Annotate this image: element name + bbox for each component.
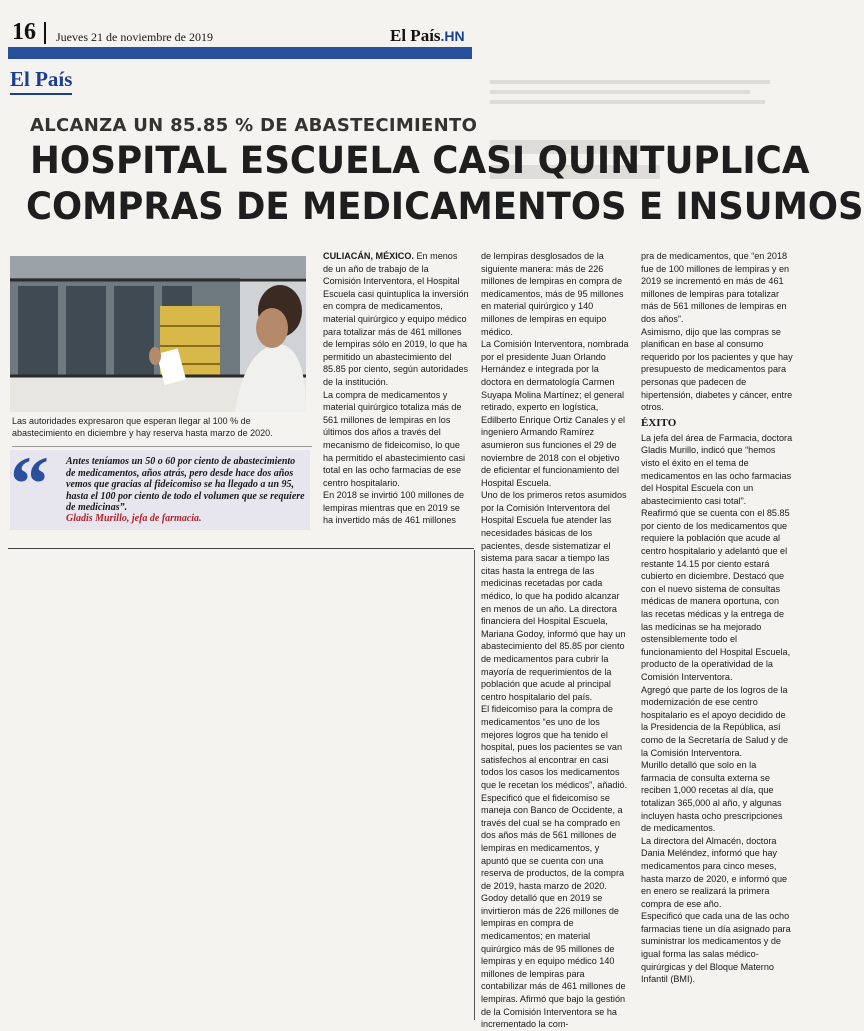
paragraph: Murillo detalló que solo en la farmacia de consulta externa se reciben 1,000 recetas al día, que totalizan 365,000 al año, y algunas incluyen hasta ocho prescripciones de medicamentos. xyxy=(641,760,783,834)
paragraph: Godoy detalló que en 2019 se invirtieron más de 226 millones de lempiras en compra de medicamentos; en material quirúrgico más de 95 millones de lempiras y en equipo médico 140 millones de lempiras para contabilizar más de 461 millones de lempiras. Afirmó que bajo la gestión de la Comisión Interventora se ha incrementado la com- xyxy=(481,893,626,1030)
section-label: El País xyxy=(10,67,73,91)
paragraph: La Comisión Interventora, nombrada por el presidente Juan Orlando Hernández e integrada por la doctora en dermatología Carmen Suyapa Molina Martínez; el general retirado, experto en logística, Edilberto Enrique Ortiz Canales y el ingeniero Armando Ramírez asumieron sus funciones el 29 de noviembre de 2018 con el objetivo de eficientar el funcionamiento del Hospital Escuela. xyxy=(481,339,629,488)
paragraph: El fideicomiso para la compra de medicamentos “es uno de los mejores logros que ha tenido el hospital, pues los pacientes se van satisfechos al encontrar en casi todos los casos los medicamentos que le recetan los médicos”, añadió. Especificó que el fideicomiso se maneja con Banco de Occidente, a través del cual se ha comprado en dos años más de 561 millones de lempiras en medicamentos, y apuntó que se cuenta con una reserva de productos, de la compra de 2019, hasta marzo de 2020. xyxy=(481,704,628,891)
article-kicker: ALCANZA UN 85.85 % DE ABASTECIMIENTO xyxy=(30,115,478,136)
paragraph xyxy=(323,250,469,389)
paragraph: pra de medicamentos, que “en 2018 fue de 100 millones de lempiras y en 2019 se incrementó en más de 461 millones de lempiras para totalizar más de 561 millones de lempiras en dos años”. xyxy=(641,251,790,324)
article-photo xyxy=(10,256,306,412)
paragraph: Agregó que parte de los logros de la modernización de ese centro hospitalario es el apoyo decidido de la Presidencia de la República, así como de la Secretaría de Salud y de la Comisión Interventora. xyxy=(641,684,789,758)
pull-quote-author: Gladis Murillo, jefa de farmacia. xyxy=(66,513,202,524)
quote-mark-icon: “ xyxy=(10,440,49,527)
caption-rule xyxy=(12,446,312,447)
paragraph: Reafirmó que se cuenta con el 85.85 por ciento de los medicamentos que requiere la población que acude al centro hospitalario y adelantó que el restante 14.15 por ciento estará cubierto en diciembre. Destacó que con el nuevo sistema de consultas médicas de manera oportuna, con las recetas médicas y la entrega de las medicinas se ha mejorado ostensiblemente todo el funcionamiento del Hospital Escuela, producto de la operatividad de la Comisión Interventora. xyxy=(641,508,791,682)
paragraph: La directora del Almacén, doctora Dania Meléndez, informó que hay medicamentos para cinco meses, hasta marzo de 2020, e informó que en enero se realizará la primera compra de ese año. xyxy=(641,835,788,909)
paragraph: La jefa del área de Farmacia, doctora Gladis Murillo, indicó que “hemos visto el éxito en el tema de medicamentos en las ocho farmacias del Hospital Escuela con un abastecimiento casi total”. xyxy=(641,432,793,506)
masthead-brand xyxy=(390,27,465,45)
header-bar xyxy=(8,47,472,59)
article-column-1 xyxy=(323,250,469,536)
pull-quote-text: Antes teníamos un 50 o 60 por ciento de abastecimiento de medicamentos, años atrás, pero desde hace dos años vemos que gracias al fideicomiso se ha llegado a un 95, hasta el 100 por ciento de todo el volumen que se requiere de medicinas”. xyxy=(66,456,305,513)
paragraph: de lempiras desglosados de la siguiente manera: más de 226 millones de lempiras en compra de medicamentos, más de 95 millones en material quirúrgico y 140 millones de lempiras en equipo médico. xyxy=(481,251,624,337)
headline-line-1: HOSPITAL ESCUELA CASI QUINTUPLICA xyxy=(30,139,810,182)
paragraph: Especificó que cada una de las ocho farmacias tiene un día asignado para suministrar los medicamentos y de igual forma las salas médico-quirúrgicas y del Bloque Materno Infantil (BMI). xyxy=(641,911,791,985)
paragraph: Asimismo, dijo que las compras se planifican en base al consumo requerido por los pacientes y que hay presupuesto de medicamentos para personas que padecen de hipertensión, diabetes y cáncer, entre otros. xyxy=(641,326,793,413)
column-divider-vertical xyxy=(474,550,475,1020)
subhead: ÉXITO xyxy=(641,416,677,429)
pharmacy-photo-illustration xyxy=(10,256,306,412)
section-underline xyxy=(10,93,72,95)
article-column-2 xyxy=(481,250,629,1030)
paragraph: Uno de los primeros retos asumidos por la Comisión Interventora del Hospital Escuela fue atender las necesidades básicas de los pacientes, desde sistematizar el sistema para sacar a tiempo las citas hasta la entrega de las medicinas recetadas por cada médico, lo que ha podido alcanzar en menos de un año. La directora financiera del Hospital Escuela, Mariana Godoy, informó que hay un abastecimiento del 85.85 por ciento de medicamentos para cubrir la mayoría de requerimientos de la población que acude al principal centro hospitalario del país. xyxy=(481,490,627,702)
brand-name: El País xyxy=(390,26,441,45)
header-separator xyxy=(44,22,46,44)
page-number: 16 xyxy=(12,19,36,45)
issue-date: Jueves 21 de noviembre de 2019 xyxy=(56,30,213,44)
paragraph-text: En menos de un año de trabajo de la Comisión Interventora, el Hospital Escuela casi quintuplica la inversión en compra de medicamentos, material quirúrgico y equipo médico para totalizar más de 461 millones de lempiras sólo en 2019, lo que ha permitido un abastecimiento del 85.85 por ciento, según autoridades de la institución. xyxy=(323,251,469,387)
brand-suffix: .HN xyxy=(440,28,465,44)
paragraph: En 2018 se invirtió 100 millones de lempiras mientras que en 2019 se ha invertido más de 461 millones xyxy=(323,490,465,526)
article-column-3 xyxy=(641,250,793,1020)
photo-caption: Las autoridades expresaron que esperan llegar al 100 % de abastecimiento en diciembre y hay reserva hasta marzo de 2020. xyxy=(12,416,273,438)
column-divider-horizontal xyxy=(8,548,474,549)
paragraph: La compra de medicamentos y material quirúrgico totaliza más de 561 millones de lempiras en los últimos dos años a través del mecanismo de fideicomiso, lo que ha permitido el abastecimiento casi total en las ocho farmacias de ese centro hospitalario. xyxy=(323,389,466,488)
dateline: CULIACÁN, MÉXICO. xyxy=(323,251,414,261)
headline-line-2: COMPRAS DE MEDICAMENTOS E INSUMOS xyxy=(26,185,864,228)
